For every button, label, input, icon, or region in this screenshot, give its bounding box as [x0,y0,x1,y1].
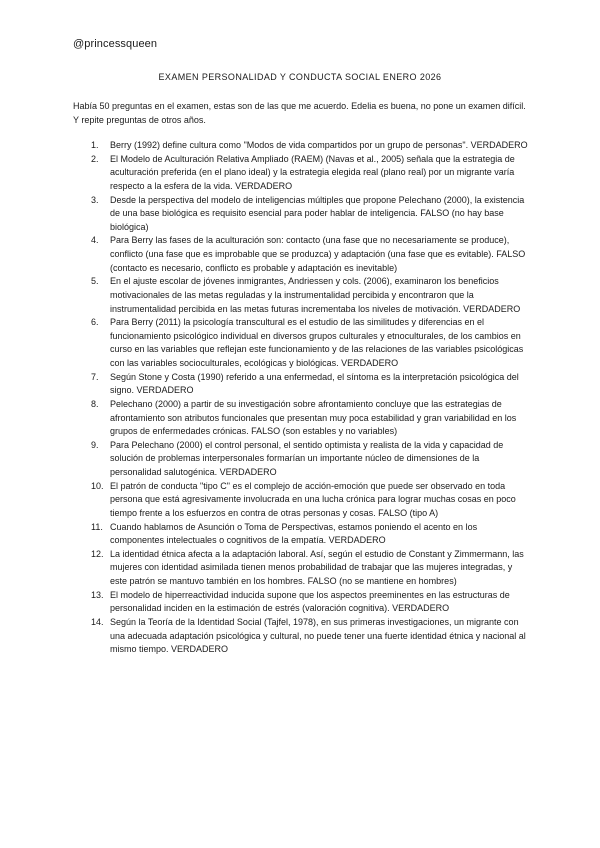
question-text: Para Berry las fases de la aculturación son: contacto (una fase que no necesariamente se produce), conflicto (una fase que es improbable que se produzca) y adaptación (una fase que es evitable). FALSO (contacto es necesario, conflicto es probable y adaptación es inevitable) [110,235,526,273]
question-number: 8. [91,398,99,409]
question-number: 6. [91,317,99,328]
question-number: 14. [91,617,104,627]
question-number: 9. [91,439,99,450]
question-text: En el ajuste escolar de jóvenes inmigrantes, Andriessen y cols. (2006), examinaron los beneficios motivacionales de las metas reguladas y la instrumentalidad percibida y encontraron que la instrumentalidad percibida en las metas futuras incrementaba los niveles de motivación. VERDADERO [110,276,521,314]
question-item [91,480,529,521]
question-item [91,548,529,589]
question-item [91,371,529,398]
question-item [91,234,529,275]
question-item [91,139,529,153]
question-text: Berry (1992) define cultura como "Modos de vida compartidos por un grupo de personas". VERDADERO [110,140,528,150]
question-text: Desde la perspectiva del modelo de inteligencias múltiples que propone Pelechano (2000), la existencia de una base biológica es requisito esencial para poder hablar de inteligencia. FALSO (no hay base biológica) [110,194,525,232]
question-item [91,398,529,439]
question-text: La identidad étnica afecta a la adaptación laboral. Así, según el estudio de Constant y Zimmermann, las mujeres con identidad asimilada tienen menos probabilidad de trabajar que las mujeres integradas, y este patrón se mantuvo también en los hombres. FALSO (no se mantiene en hombres) [110,548,524,587]
question-text: El Modelo de Aculturación Relativa Ampliado (RAEM) (Navas et al., 2005) señala que la estrategia de aculturación preferida (en el plano ideal) y la estrategia elegida real (plano real) por un migrante varía respecto a la esfera de la vida. VERDADERO [110,153,515,191]
author-handle: @princessqueen [73,38,158,50]
question-number: 5. [91,276,99,287]
intro-paragraph: Había 50 preguntas en el examen, estas son de las que me acuerdo. Edelia es buena, no pone un examen difícil. Y repite preguntas de otros años. [73,101,526,125]
question-number: 1. [91,140,99,150]
question-item [91,194,529,235]
question-text: Para Berry (2011) la psicología transcultural es el estudio de las similitudes y diferencias en el funcionamiento psicológico individual en diversos grupos culturales y etnoculturales, de los cambios en curso en las variables que reflejan este funcionamiento y de las relaciones de las variables psicológicas con las variables socioculturales, ecológicas y biológicas. VERDADERO [110,317,524,368]
question-item [91,275,529,316]
question-item [91,439,529,480]
question-item [91,316,529,370]
question-number: 13. [91,589,104,600]
question-text: El modelo de hiperreactividad inducida supone que los aspectos preeminentes en las estructuras de personalidad inciden en la estimación de estrés (valoración cognitiva). VERDADERO [110,589,510,614]
question-item [91,521,529,548]
question-number: 7. [91,371,99,382]
question-text: Cuando hablamos de Asunción o Toma de Perspectivas, estamos poniendo el acento en los componentes intelectuales o cognitivos de la empatía. VERDADERO [110,521,478,546]
question-number: 3. [91,194,99,205]
question-item [91,589,529,616]
question-number: 12. [91,548,104,559]
question-number: 4. [91,235,99,246]
question-text: Según Stone y Costa (1990) referido a una enfermedad, el síntoma es la interpretación psicológica del signo. VERDADERO [110,371,519,396]
question-number: 11. [91,521,103,532]
question-text: El patrón de conducta "tipo C" es el complejo de acción-emoción que puede ser observado en toda persona que está agresivamente involucrada en una lucha crónica para lograr muchas cosas en poco tiempo frente a los esfuerzos en contra de otras personas y cosas. FALSO (tipo A) [110,480,516,518]
question-number: 2. [91,153,99,164]
question-item [91,153,529,194]
question-number: 10. [91,480,104,491]
question-text: Según la Teoría de la Identidad Social (Tajfel, 1978), en sus primeras investigaciones, un migrante con una adecuada adaptación psicológica y cultural, no puede tener una fuerte identidad étnica y nacional al mismo tiempo. VERDADERO [110,617,526,655]
question-text: Para Pelechano (2000) el control personal, el sentido optimista y realista de la vida y capacidad de solución de problemas interpersonales formarían un importante núcleo de dimensiones de la personalidad salutogénica. VERDADERO [110,439,504,477]
question-list [91,139,529,657]
question-item [91,616,529,657]
document-title: EXAMEN PERSONALIDAD Y CONDUCTA SOCIAL ENERO 2026 [158,72,442,82]
question-text: Pelechano (2000) a partir de su investigación sobre afrontamiento concluye que las estrategias de afrontamiento son atributos funcionales que presentan muy poca estabilidad y gran variabilidad en los grupos de enfermedades crónicas. FALSO (son estables y no variables) [110,398,517,437]
